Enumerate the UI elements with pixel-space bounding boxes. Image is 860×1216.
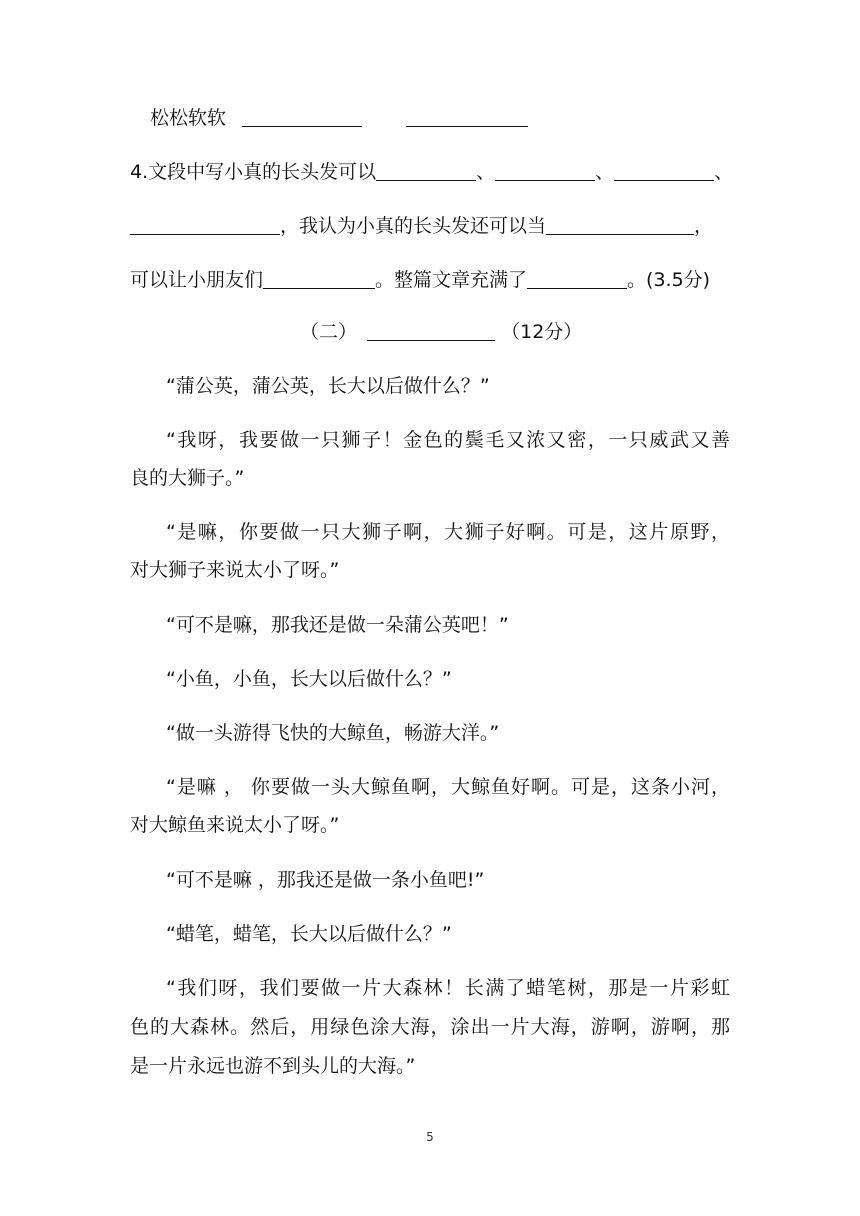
passage-paragraph: “蜡笔，蜡笔，长大以后做什么？” bbox=[166, 923, 452, 945]
passage-paragraph-continued: 是一片永远也游不到头儿的大海。” bbox=[130, 1055, 416, 1077]
page-number: 5 bbox=[426, 1130, 434, 1144]
question-4-text-4: 。整篇文章充满了 bbox=[375, 269, 528, 291]
section-2-prefix: （二） bbox=[300, 321, 358, 343]
passage-paragraph: “是嘛，你要做一只大狮子啊，大狮子好啊。可是，这片原野， bbox=[166, 521, 730, 543]
passage-paragraph: “可不是嘛，那我还是做一朵蒲公英吧！” bbox=[166, 614, 509, 636]
question-4-line-2 bbox=[130, 212, 730, 240]
passage-paragraph: “小鱼，小鱼，长大以后做什么？” bbox=[166, 668, 452, 690]
passage-paragraph-continued: 色的大森林。然后，用绿色涂大海，涂出一片大海，游啊，游啊，那 bbox=[130, 1016, 730, 1038]
passage-paragraph-continued: 对大狮子来说太小了呀。” bbox=[130, 559, 340, 581]
passage-paragraph: “可不是嘛 ，那我还是做一条小鱼吧!” bbox=[166, 869, 485, 891]
question-4-line-3 bbox=[130, 266, 730, 294]
answer-blank[interactable] bbox=[263, 268, 375, 289]
punctuation: ， bbox=[694, 215, 714, 237]
passage-paragraph: “我们呀，我们要做一片大森林！长满了蜡笔树，那是一片彩虹 bbox=[166, 977, 730, 999]
answer-blank[interactable] bbox=[376, 160, 476, 181]
separator: 、 bbox=[476, 161, 496, 183]
separator: 、 bbox=[714, 161, 734, 183]
passage-paragraph: “我呀，我要做一只狮子！金色的鬓毛又浓又密，一只威武又善 bbox=[166, 429, 730, 451]
question-4-text-2: ，我认为小真的长头发还可以当 bbox=[280, 215, 547, 237]
answer-blank[interactable] bbox=[546, 214, 694, 235]
question-4-line-1 bbox=[130, 158, 734, 186]
question-4-text-3: 可以让小朋友们 bbox=[130, 269, 264, 291]
section-2-heading bbox=[300, 318, 600, 346]
passage-paragraph: “蒲公英，蒲公英，长大以后做什么？” bbox=[166, 375, 490, 397]
answer-blank[interactable] bbox=[527, 268, 627, 289]
answer-blank[interactable] bbox=[614, 160, 714, 181]
answer-blank[interactable] bbox=[130, 214, 280, 235]
section-2-score: （12分） bbox=[501, 321, 583, 343]
answer-blank[interactable] bbox=[495, 160, 595, 181]
section-title-blank[interactable] bbox=[367, 320, 495, 341]
separator: 、 bbox=[595, 161, 615, 183]
answer-blank[interactable] bbox=[242, 106, 362, 127]
answer-blank[interactable] bbox=[406, 106, 528, 127]
passage-paragraph-continued: 良的大狮子。” bbox=[130, 467, 245, 489]
question-4-text: 4.文段中写小真的长头发可以 bbox=[130, 161, 377, 183]
word-songsong: 松松软软 bbox=[150, 107, 227, 129]
passage-paragraph: “做一头游得飞快的大鲸鱼，畅游大洋。” bbox=[166, 722, 500, 744]
passage-paragraph-continued: 对大鲸鱼来说太小了呀。” bbox=[130, 814, 340, 836]
passage-paragraph: “是嘛 ， 你要做一头大鲸鱼啊，大鲸鱼好啊。可是，这条小河， bbox=[166, 776, 730, 798]
word-line-songsong bbox=[150, 104, 750, 132]
question-4-score: 。(3.5分) bbox=[627, 269, 711, 291]
